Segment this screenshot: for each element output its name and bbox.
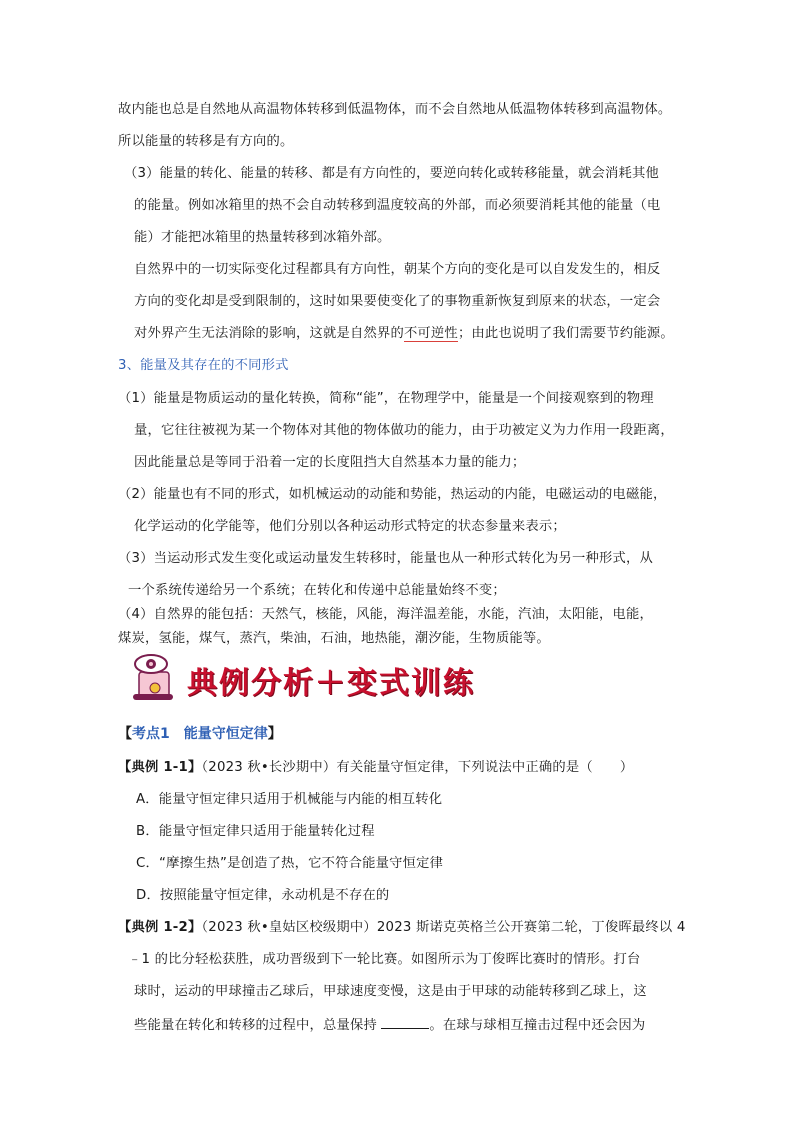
paragraph-line: 化学运动的化学能等，他们分别以各种运动形式特定的状态参量来表示； <box>134 519 566 534</box>
example-source: （2023 秋•皇姑区校级期中） <box>201 920 377 935</box>
text-segment: 些能量在转化和转移的过程中，总量保持 <box>134 1018 377 1033</box>
banner-title: 典例分析＋变式训练 <box>187 666 475 701</box>
paragraph-line: （2）能量也有不同的形式，如机械运动的动能和势能，热运动的内能，电磁运动的电磁能， <box>118 487 667 502</box>
bracket-open: 【 <box>118 726 132 742</box>
text-segment: 。在球与球相互撞击过程中还会因为 <box>429 1018 646 1033</box>
example-question-text: 2023 斯诺克英格兰公开赛第二轮，丁俊晖最终以 4 <box>376 920 686 935</box>
example-question <box>118 918 685 938</box>
paragraph-line: ﹣1 的比分轻松获胜，成功晋级到下一轮比赛。如图所示为丁俊晖比赛时的情形。打台 <box>128 952 641 967</box>
example-source: （2023 秋•长沙期中） <box>201 760 337 775</box>
option-d: D．按照能量守恒定律，永动机是不存在的 <box>136 888 390 903</box>
text-segment: ；由此也说明了我们需要节约能源。 <box>457 326 674 341</box>
section-banner <box>125 650 475 706</box>
text-segment: 对外界产生无法消除的影响，这就是自然界的 <box>134 326 404 341</box>
paragraph-line: （1）能量是物质运动的量化转换，简称“能”，在物理学中，能量是一个间接观察到的物理 <box>118 391 654 406</box>
section-heading: 3、能量及其存在的不同形式 <box>118 358 289 373</box>
option-a: A．能量守恒定律只适用于机械能与内能的相互转化 <box>136 792 443 807</box>
paragraph-line: 的能量。例如冰箱里的热不会自动转移到温度较高的外部，而必须要消耗其他的能量（电 <box>134 198 661 213</box>
example-question <box>118 758 633 778</box>
example-tag: 【典例 1-1】 <box>118 760 202 775</box>
example-tag: 【典例 1-2】 <box>118 920 202 935</box>
paragraph-line: 一个系统传递给另一个系统；在转化和传递中总能量始终不变； <box>128 583 506 598</box>
paragraph-line <box>134 1014 645 1036</box>
paragraph-line: 能）才能把冰箱里的热量转移到冰箱外部。 <box>134 230 391 245</box>
paragraph-line: 煤炭，氢能，煤气，蒸汽，柴油，石油，地热能，潮汐能，生物质能等。 <box>118 631 550 646</box>
topic-title: 能量守恒定律 <box>183 726 268 742</box>
option-c: C．“摩擦生热”是创造了热，它不符合能量守恒定律 <box>136 856 444 871</box>
answer-blank[interactable] <box>381 1014 429 1029</box>
paragraph-line: （4）自然界的能包括：天然气，核能，风能，海洋温差能，水能，汽油，太阳能，电能， <box>118 607 654 622</box>
topic-label: 考点1 <box>132 726 170 742</box>
paragraph-line: 量，它往往被视为某一个物体对其他的物体做功的能力，由于功被定义为力作用一段距离， <box>134 423 674 438</box>
paragraph-line: 所以能量的转移是有方向的。 <box>118 134 294 149</box>
example-question-text: 有关能量守恒定律，下列说法中正确的是（ ） <box>336 760 634 775</box>
highlighted-term: 不可逆性 <box>403 326 458 341</box>
paragraph-line: 故内能也总是自然地从高温物体转移到低温物体，而不会自然地从低温物体转移到高温物体。 <box>118 102 672 117</box>
paragraph-line: （3）当运动形式发生变化或运动量发生转移时，能量也从一种形式转化为另一种形式，从 <box>118 551 654 566</box>
paragraph-line: 自然界中的一切实际变化过程都具有方向性，朝某个方向的变化是可以自发发生的，相反 <box>134 262 661 277</box>
paragraph-line: 球时，运动的甲球撞击乙球后，甲球速度变慢，这是由于甲球的动能转移到乙球上，这 <box>134 984 647 999</box>
paragraph-line <box>134 324 674 344</box>
paragraph-line: 因此能量总是等同于沿着一定的长度阻挡大自然基本力量的能力； <box>134 455 526 470</box>
scroll-eye-icon <box>125 650 181 706</box>
paragraph-line: （3）能量的转化、能量的转移、都是有方向性的，要逆向转化或转移能量，就会消耗其他 <box>124 166 660 181</box>
option-b: B．能量守恒定律只适用于能量转化过程 <box>136 824 375 839</box>
topic-heading <box>118 723 282 745</box>
bracket-close: 】 <box>267 726 282 742</box>
paragraph-line: 方向的变化却是受到限制的，这时如果要使变化了的事物重新恢复到原来的状态，一定会 <box>134 294 661 309</box>
